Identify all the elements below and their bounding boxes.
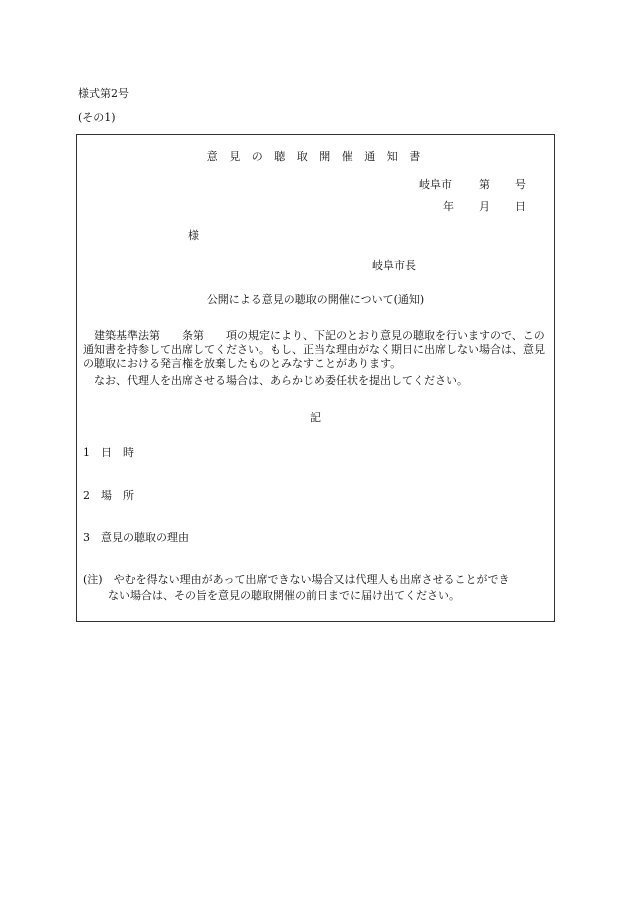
issuer-city: 岐阜市	[419, 178, 452, 191]
sender-name: 岐阜市長	[372, 259, 416, 272]
item-reason: 3 意見の聴取の理由	[83, 531, 189, 544]
item-datetime: 1 日 時	[83, 446, 134, 459]
document-title: 意 見 の 聴 取 開 催 通 知 書	[206, 150, 425, 163]
form-number-label: 様式第2号	[78, 87, 129, 100]
notice-subject: 公開による意見の聴取の開催について(通知)	[206, 293, 425, 306]
addressee-suffix: 様	[188, 229, 199, 242]
issuer-number-prefix: 第	[479, 178, 490, 191]
date-month: 月	[479, 200, 490, 213]
ki-heading: 記	[310, 411, 321, 424]
note-line-2: ない場合は、その旨を意見の聴取開催の前日までに届け出てください。	[108, 589, 460, 602]
issuer-number-suffix: 号	[515, 178, 526, 191]
date-year: 年	[443, 200, 454, 213]
body-paragraph-2: なお、代理人を出席させる場合は、あらかじめ委任状を提出してください。	[83, 374, 468, 387]
date-day: 日	[515, 200, 526, 213]
form-sub-label: (その1)	[78, 111, 116, 124]
item-place: 2 場 所	[83, 489, 134, 502]
body-paragraph-1: 建築基準法第 条第 項の規定により、下記のとおり意見の聴取を行いますので、この通知書を持参して出席してください。もし、正当な理由がなく期日に出席しない場合は、意見の聴取における発言権を放棄したものとみなすことがあります。	[83, 329, 545, 370]
note-line-1: (注) やむを得ない理由があって出席できない場合又は代理人も出席させることができ	[83, 573, 510, 586]
